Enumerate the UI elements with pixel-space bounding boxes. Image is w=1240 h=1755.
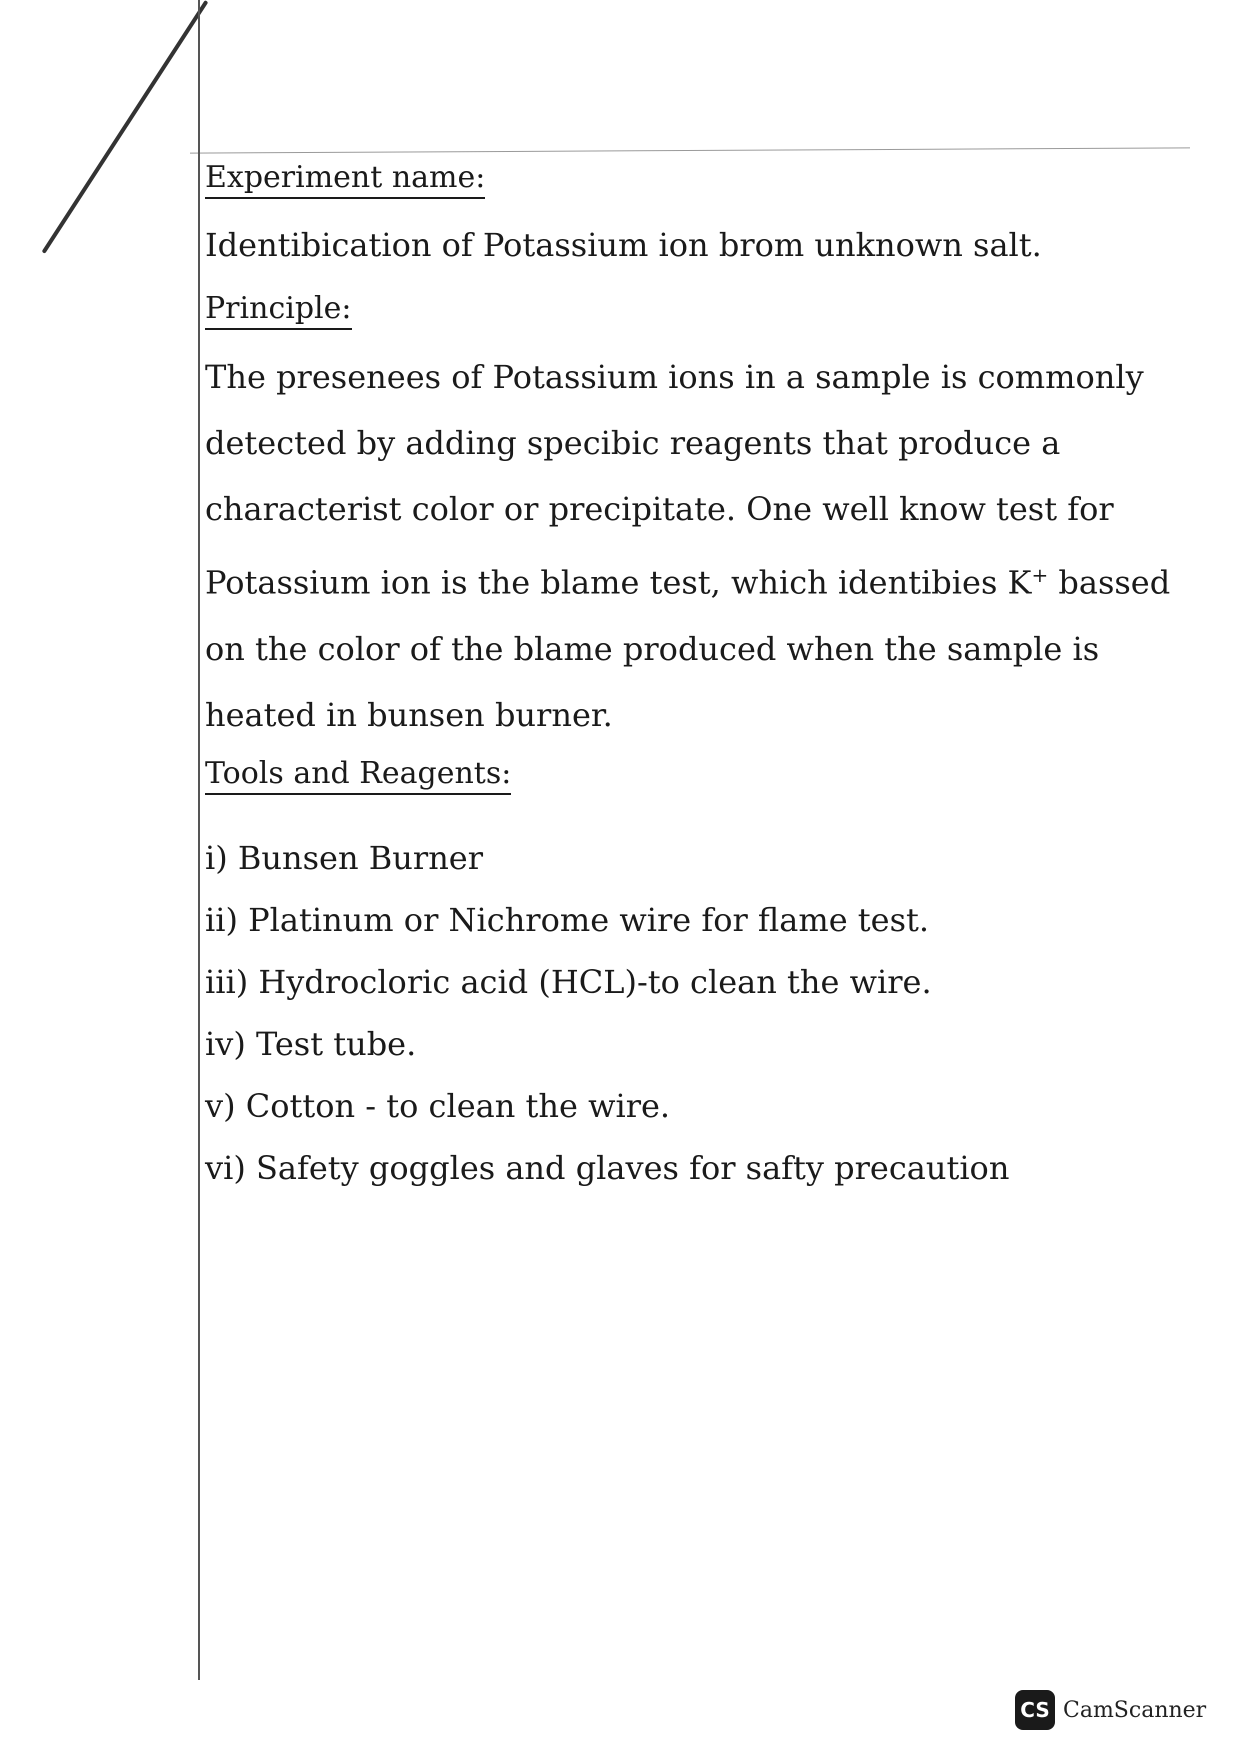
experiment-heading: Experiment name: [205, 160, 485, 199]
list-item: i) Bunsen Burner [205, 838, 484, 877]
principle-line: on the color of the blame produced when the sample is [205, 629, 1100, 668]
principle-line: The presenees of Potassium ions in a sample is commonly [205, 358, 1144, 396]
list-item: ii) Platinum or Nichrome wire for flame test. [205, 900, 930, 939]
notes-content [205, 160, 1180, 1207]
principle-line [205, 542, 1180, 616]
principle-line: detected by adding specibic reagents that produce a [205, 424, 1061, 462]
pen-stroke-mark [42, 0, 209, 254]
principle-line-tail: bassed [1048, 563, 1171, 602]
principle-paragraph [205, 344, 1180, 748]
list-item: iv) Test tube. [205, 1024, 417, 1063]
tools-section [205, 756, 1180, 1199]
principle-section [205, 291, 1180, 748]
tools-heading: Tools and Reagents: [205, 756, 511, 795]
camscanner-name: CamScanner [1063, 1697, 1207, 1723]
list-item: v) Cotton - to clean the wire. [205, 1086, 671, 1125]
list-item: iii) Hydrocloric acid (HCL)-to clean the wire. [205, 962, 932, 1001]
experiment-title: Identibication of Potassium ion brom unknown salt. [205, 226, 1042, 264]
superscript-plus: + [1031, 563, 1049, 587]
principle-line: characterist color or precipitate. One well know test for [205, 490, 1114, 528]
tools-list [205, 827, 1180, 1199]
top-ruled-line [190, 147, 1190, 153]
camscanner-logo-icon: CS [1015, 1690, 1055, 1730]
camscanner-watermark [1015, 1690, 1206, 1730]
margin-line [198, 0, 200, 1680]
principle-line: heated in bunsen burner. [205, 695, 613, 734]
list-item: vi) Safety goggles and glaves for safty precaution [205, 1148, 1010, 1187]
principle-line-text: Potassium ion is the blame test, which identibies K [205, 563, 1032, 602]
principle-heading: Principle: [205, 291, 352, 330]
experiment-section [205, 160, 1180, 277]
